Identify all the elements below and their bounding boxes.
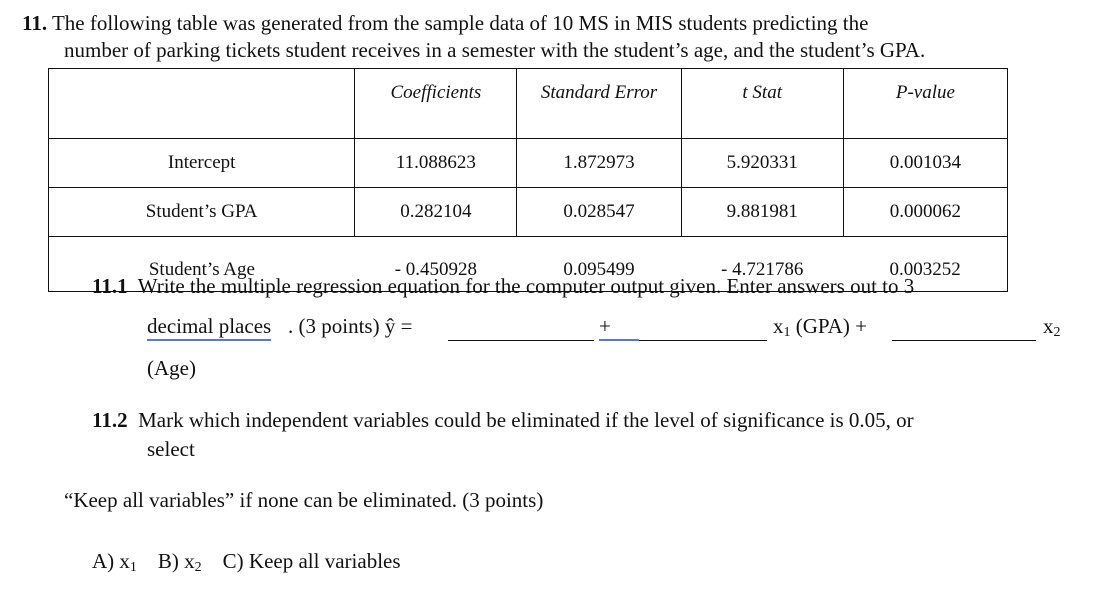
x2-subscript: 2 xyxy=(1053,325,1061,340)
table-header: P-value xyxy=(843,69,1007,139)
answer-blank-intercept[interactable] xyxy=(448,340,594,341)
equation-line xyxy=(147,314,1077,344)
table-cell: 0.095499 xyxy=(517,237,681,292)
keep-all-instruction: “Keep all variables” if none can be eliminated. (3 points) xyxy=(64,488,544,512)
x1-term xyxy=(773,314,867,341)
gpa-label: (GPA) + xyxy=(790,314,867,338)
question-number: 11. xyxy=(22,11,48,35)
question-text-line2: number of parking tickets student receives in a semester with the student’s age, and the student’s GPA. xyxy=(64,38,926,62)
table-header: Standard Error xyxy=(517,69,681,139)
table-cell: 0.003252 xyxy=(843,237,1007,292)
points-text: . (3 points) ŷ = xyxy=(288,314,413,338)
part2-number: 11.2 xyxy=(92,408,128,432)
option-c[interactable]: C) Keep all variables xyxy=(222,549,401,573)
table-header xyxy=(49,69,355,139)
plus-sign: + xyxy=(599,314,639,341)
option-b[interactable] xyxy=(158,549,202,573)
part2-prompt xyxy=(92,408,914,433)
table-row xyxy=(49,188,1008,237)
question-text-line1: The following table was generated from the sample data of 10 MS in MIS students predicting the xyxy=(51,11,869,35)
x1-subscript: 1 xyxy=(783,325,791,340)
option-b-label: B) x xyxy=(157,549,195,573)
table-cell: - 4.721786 xyxy=(681,237,843,292)
table-cell: 1.872973 xyxy=(517,139,681,188)
table-cell: Intercept xyxy=(49,139,355,188)
table-cell: Student’s GPA xyxy=(49,188,355,237)
table-cell: 5.920331 xyxy=(681,139,843,188)
option-a[interactable] xyxy=(92,549,137,573)
option-a-label: A) x xyxy=(92,549,130,573)
table-cell: 0.028547 xyxy=(517,188,681,237)
table-cell: 11.088623 xyxy=(355,139,517,188)
x2-term xyxy=(1043,314,1061,341)
part1-number: 11.1 xyxy=(92,274,128,298)
question-title xyxy=(22,9,868,37)
answer-blank-x2[interactable] xyxy=(892,340,1036,341)
table-cell: 9.881981 xyxy=(681,188,843,237)
table-header: Coefficients xyxy=(355,69,517,139)
table-row xyxy=(49,139,1008,188)
table-cell: Student’s Age xyxy=(49,237,355,292)
option-b-subscript: 2 xyxy=(194,560,202,575)
answer-blank-x1[interactable] xyxy=(639,340,767,341)
answer-options xyxy=(92,549,401,576)
table-cell: 0.000062 xyxy=(843,188,1007,237)
decimal-places-link[interactable]: decimal places xyxy=(147,314,271,341)
table-header: t Stat xyxy=(681,69,843,139)
option-a-subscript: 1 xyxy=(129,560,137,575)
x1-var: x xyxy=(773,314,784,338)
part1-text: Write the multiple regression equation for the computer output given. Enter answers out to 3 xyxy=(137,274,915,298)
part2-text: Mark which independent variables could be eliminated if the level of significance is 0.05, or xyxy=(138,408,914,432)
regression-table xyxy=(48,68,1008,292)
table-header-row xyxy=(49,69,1008,139)
table-cell: 0.282104 xyxy=(355,188,517,237)
part2-text-line2: select xyxy=(147,437,195,461)
age-label: (Age) xyxy=(147,356,196,380)
part1-prompt xyxy=(92,274,914,299)
x2-var: x xyxy=(1043,314,1054,338)
table-cell: 0.001034 xyxy=(843,139,1007,188)
table-cell: - 0.450928 xyxy=(355,237,517,292)
